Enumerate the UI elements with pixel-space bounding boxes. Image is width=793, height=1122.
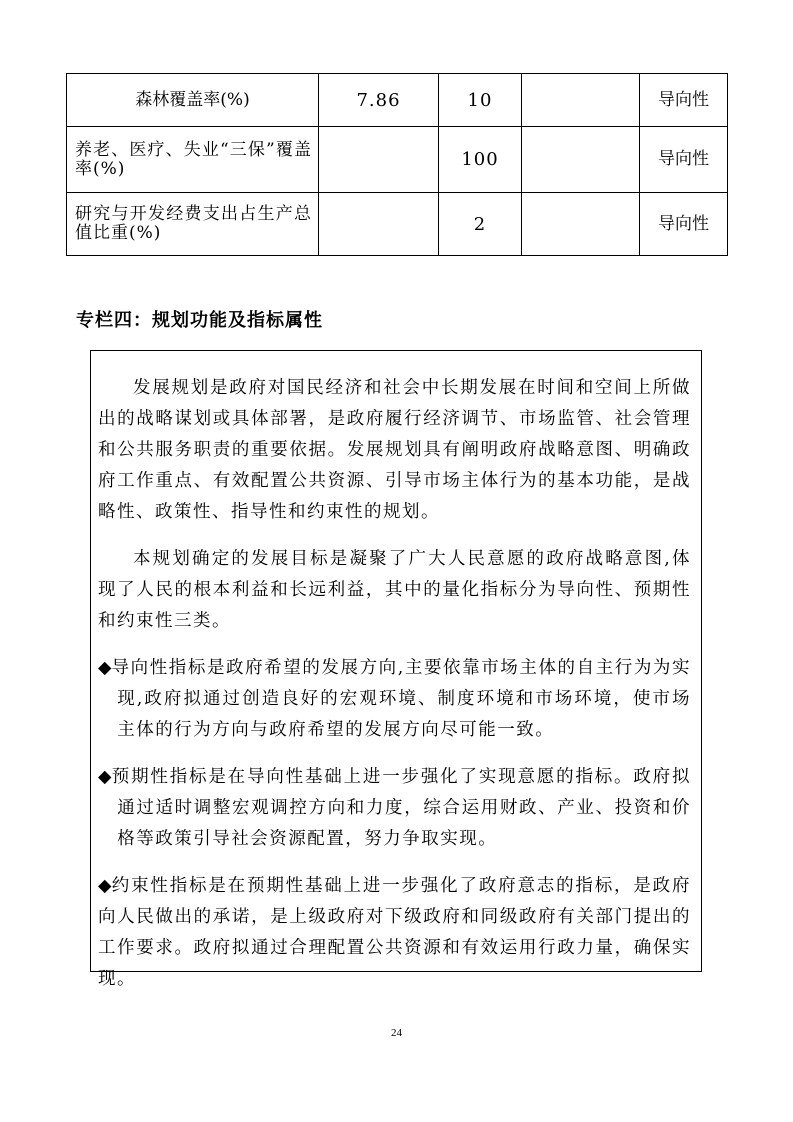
target-value: 2: [439, 193, 522, 256]
bullet-text: 约束性指标是在预期性基础上进一步强化了政府意志的指标，是政府向人民做出的承诺，是上级政府对下级政府和同级政府有关部门提出的工作要求。政府拟通过合理配置公共资源和有效运用行政力量，确保实现。: [98, 876, 691, 989]
indicator-name: 森林覆盖率(%): [67, 74, 319, 127]
indicator-attribute: 导向性: [640, 193, 728, 256]
table-row: [67, 74, 728, 127]
indicator-name: 养老、医疗、失业“三保”覆盖率(%): [67, 127, 319, 193]
diamond-bullet-icon: ◆: [98, 876, 112, 896]
indicator-attribute: 导向性: [640, 127, 728, 193]
indicator-table: [66, 73, 728, 256]
bullet-text: 导向性指标是政府希望的发展方向,主要依靠市场主体的自主行为为实现,政府拟通过创造良好的宏观环境、制度环境和市场环境，使市场主体的行为方向与政府希望的发展方向尽可能一致。: [111, 658, 691, 740]
indicator-name: 研究与开发经费支出占生产总值比重(%): [67, 193, 319, 256]
current-value: [319, 127, 439, 193]
target-value: 10: [439, 74, 522, 127]
growth-value: [522, 127, 640, 193]
column-box: [90, 350, 702, 989]
target-value: 100: [439, 127, 522, 193]
current-value: 7.86: [319, 74, 439, 127]
indicator-attribute: 导向性: [640, 74, 728, 127]
diamond-bullet-icon: ◆: [98, 767, 112, 787]
growth-value: [522, 193, 640, 256]
page-number: 24: [391, 1027, 402, 1039]
current-value: [319, 193, 439, 256]
box-paragraph: 发展规划是政府对国民经济和社会中长期发展在时间和空间上所做出的战略谋划或具体部署，是政府履行经济调节、市场监管、社会管理和公共服务职责的重要依据。发展规划具有阐明政府战略意图、明确政府工作重点、有效配置公共资源、引导市场主体行为的基本功能，是战略性、政策性、指导性和约束性的规划。: [98, 378, 691, 522]
bullet-item: [98, 871, 691, 995]
diamond-bullet-icon: ◆: [98, 658, 112, 678]
growth-value: [522, 74, 640, 127]
box-paragraph: 本规划确定的发展目标是凝聚了广大人民意愿的政府战略意图,体现了人民的根本利益和长远利益，其中的量化指标分为导向性、预期性和约束性三类。: [98, 549, 691, 631]
bullet-item: [98, 762, 691, 855]
table-row: [67, 127, 728, 193]
bullet-text: 预期性指标是在导向性基础上进一步强化了实现意愿的指标。政府拟通过适时调整宏观调控方向和力度，综合运用财政、产业、投资和价格等政策引导社会资源配置，努力争取实现。: [111, 767, 691, 849]
bullet-item: [98, 653, 691, 746]
table-row: [67, 193, 728, 256]
section-title: 专栏四：规划功能及指标属性: [76, 310, 323, 331]
